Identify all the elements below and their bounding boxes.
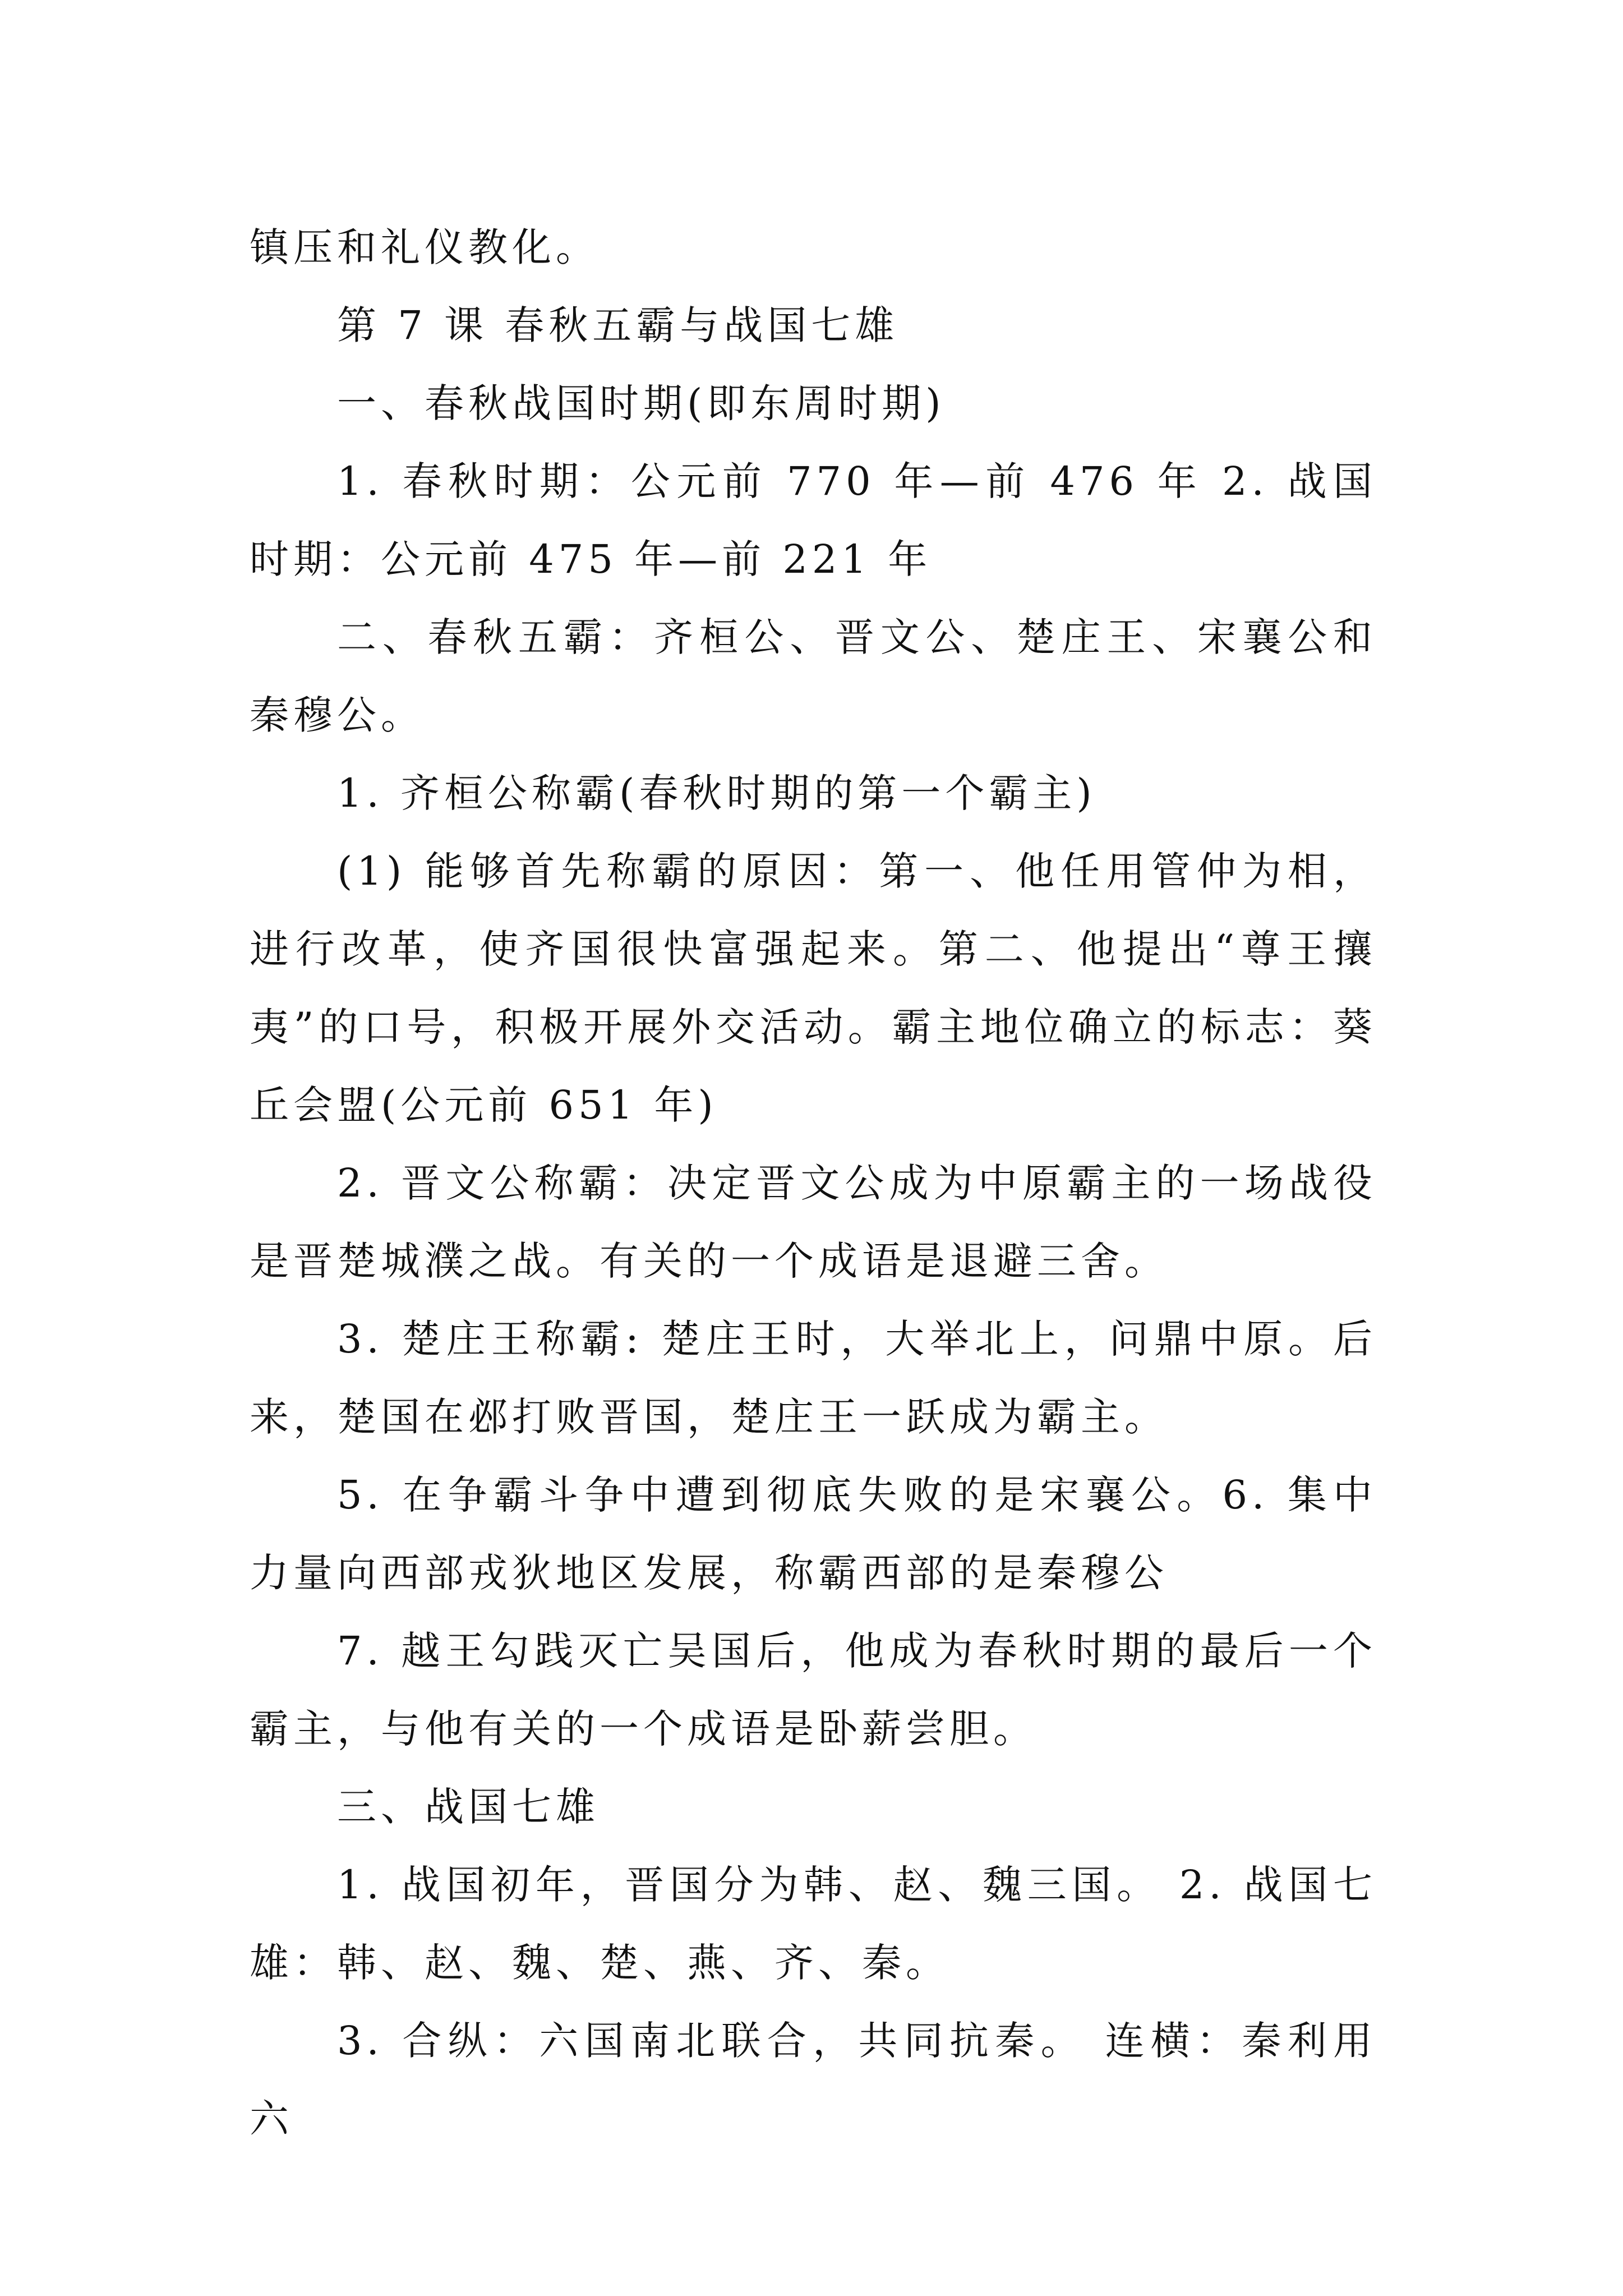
paragraph-continuation: 镇压和礼仪教化。: [250, 224, 600, 270]
paragraph-seven-states: 1. 战国初年，晋国分为韩、赵、魏三国。 2. 战国七雄：韩、赵、魏、楚、燕、齐、秦。: [250, 1862, 1377, 1986]
lesson-title: 第 7 课 春秋五霸与战国七雄: [337, 302, 899, 348]
section-heading-3: 三、战国七雄: [337, 1784, 600, 1830]
document-body: [250, 209, 1377, 2158]
paragraph-reasons: (1) 能够首先称霸的原因：第一、他任用管仲为相，进行改革，使齐国很快富强起来。第二、他提出“尊王攘夷”的口号，积极开展外交活动。霸主地位确立的标志：葵丘会盟(公元前 651 年): [250, 848, 1377, 1128]
paragraph-goujian: 7. 越王勾践灭亡吴国后，他成为春秋时期的最后一个霸主，与他有关的一个成语是卧薪尝胆。: [250, 1628, 1377, 1752]
paragraph-alliances: 3. 合纵：六国南北联合，共同抗秦。 连横：秦利用六: [250, 2018, 1377, 2142]
section-heading-2: 二、春秋五霸：齐桓公、晋文公、楚庄王、宋襄公和秦穆公。: [250, 614, 1377, 738]
paragraph-qi-huan-gong: 1. 齐桓公称霸(春秋时期的第一个霸主): [337, 770, 1096, 816]
section-heading-1: 一、春秋战国时期(即东周时期): [337, 380, 946, 426]
paragraph-jin-wen-gong: 2. 晋文公称霸：决定晋文公成为中原霸主的一场战役是晋楚城濮之战。有关的一个成语是退避三舍。: [250, 1160, 1377, 1284]
paragraph-chu-zhuang-wang: 3. 楚庄王称霸: 楚庄王时，大举北上，问鼎中原。后来，楚国在邲打败晋国，楚庄王一跃成为霸主。: [250, 1316, 1377, 1440]
paragraph-song-qin: 5. 在争霸斗争中遭到彻底失败的是宋襄公。6. 集中力量向西部戎狄地区发展，称霸西部的是秦穆公: [250, 1472, 1377, 1596]
paragraph-periods: 1. 春秋时期：公元前 770 年—前 476 年 2. 战国时期：公元前 475 年—前 221 年: [250, 458, 1377, 582]
